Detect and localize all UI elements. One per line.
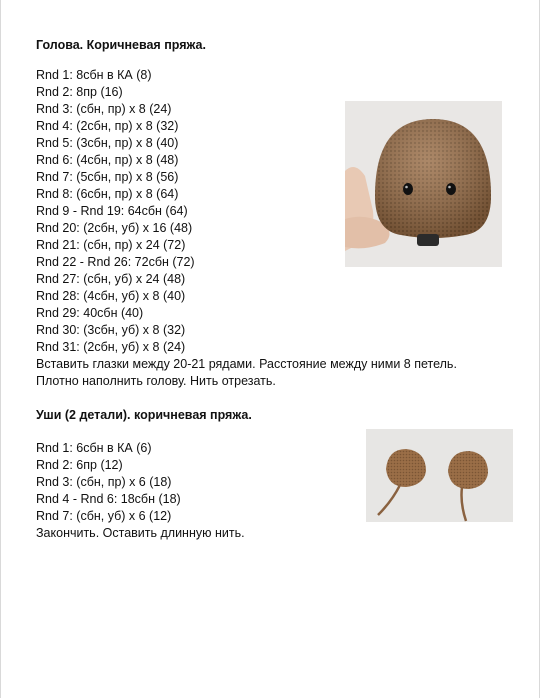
instruction-line: Rnd 29: 40сбн (40) bbox=[36, 306, 144, 320]
instruction-line: Rnd 22 - Rnd 26: 72сбн (72) bbox=[36, 255, 195, 269]
instruction-line: Rnd 8: (6сбн, пр) x 8 (64) bbox=[36, 187, 179, 201]
instruction-line: Rnd 31: (2сбн, уб) x 8 (24) bbox=[36, 340, 186, 354]
instruction-line: Rnd 4: (2сбн, пр) x 8 (32) bbox=[36, 119, 179, 133]
instruction-line: Rnd 3: (сбн, пр) x 8 (24) bbox=[36, 102, 172, 116]
instruction-line: Rnd 9 - Rnd 19: 64сбн (64) bbox=[36, 204, 188, 218]
instruction-line: Rnd 3: (сбн, пр) x 6 (18) bbox=[36, 475, 172, 489]
instruction-note: Плотно наполнить голову. Нить отрезать. bbox=[36, 374, 276, 388]
instruction-note: Закончить. Оставить длинную нить. bbox=[36, 526, 245, 540]
instruction-line: Rnd 5: (3сбн, пр) x 8 (40) bbox=[36, 136, 179, 150]
instruction-line: Rnd 20: (2сбн, уб) x 16 (48) bbox=[36, 221, 193, 235]
instruction-line: Rnd 1: 8сбн в КА (8) bbox=[36, 68, 152, 82]
instruction-line: Rnd 27: (сбн, уб) x 24 (48) bbox=[36, 272, 186, 286]
section-title-ears: Уши (2 детали). коричневая пряжа. bbox=[36, 408, 252, 422]
instruction-line: Rnd 30: (3сбн, уб) x 8 (32) bbox=[36, 323, 186, 337]
instruction-note: Вставить глазки между 20-21 рядами. Расстояние между ними 8 петель. bbox=[36, 357, 457, 371]
instruction-line: Rnd 2: 6пр (12) bbox=[36, 458, 123, 472]
instruction-line: Rnd 28: (4сбн, уб) x 8 (40) bbox=[36, 289, 186, 303]
instruction-line: Rnd 7: (сбн, уб) x 6 (12) bbox=[36, 509, 172, 523]
instruction-line: Rnd 2: 8пр (16) bbox=[36, 85, 123, 99]
instruction-line: Rnd 7: (5сбн, пр) x 8 (56) bbox=[36, 170, 179, 184]
section-title-head: Голова. Коричневая пряжа. bbox=[36, 38, 206, 52]
instruction-line: Rnd 1: 6сбн в КА (6) bbox=[36, 441, 152, 455]
instruction-line: Rnd 4 - Rnd 6: 18сбн (18) bbox=[36, 492, 181, 506]
instruction-line: Rnd 6: (4сбн, пр) x 8 (48) bbox=[36, 153, 179, 167]
ears-instructions bbox=[36, 440, 245, 542]
ears-photo bbox=[366, 429, 513, 522]
instruction-line: Rnd 21: (сбн, пр) x 24 (72) bbox=[36, 238, 186, 252]
head-photo bbox=[345, 101, 502, 267]
